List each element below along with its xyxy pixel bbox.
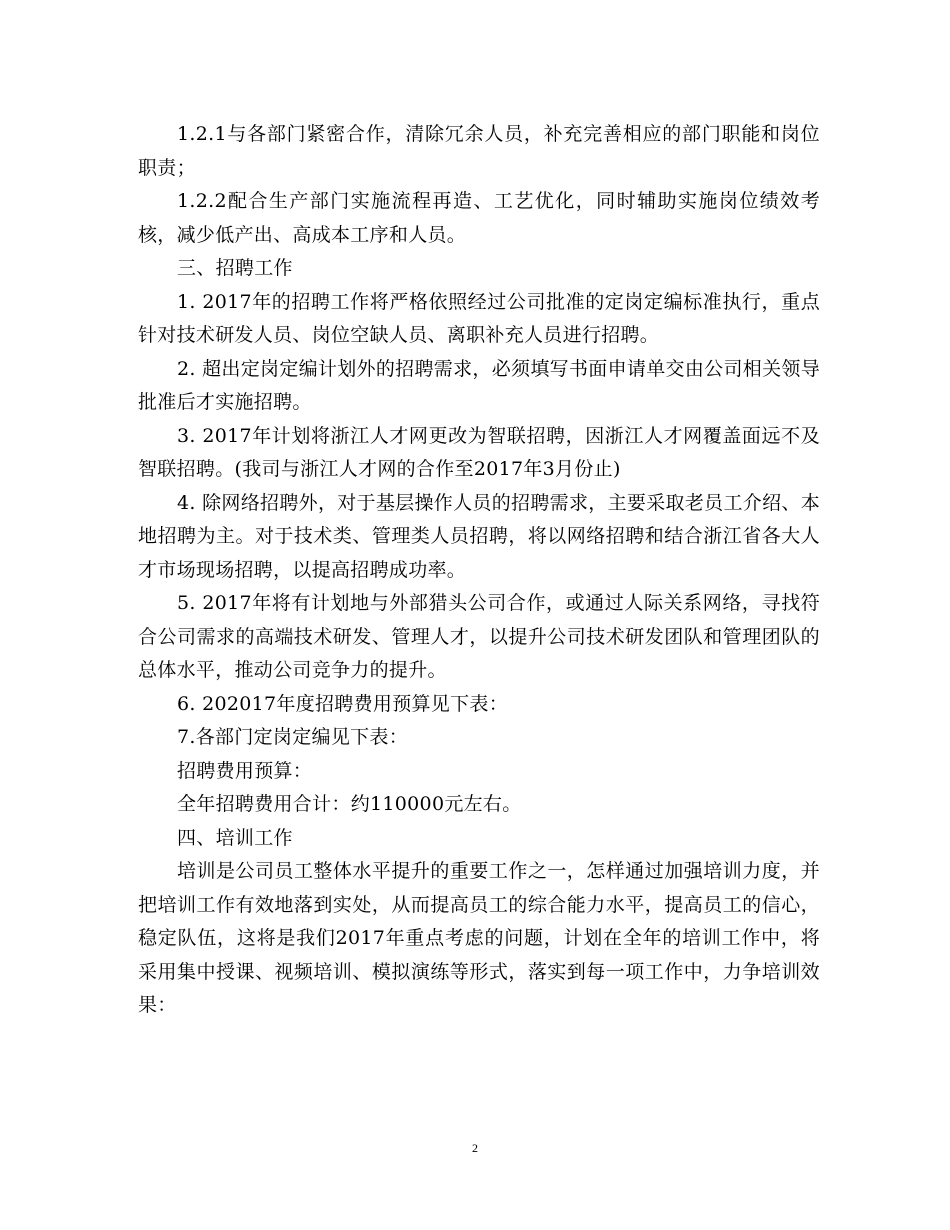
paragraph-training: 培训是公司员工整体水平提升的重要工作之一，怎样通过加强培训力度，并把培训工作有效地落到实处，从而提高员工的综合能力水平，提高员工的信心，稳定队伍，这将是我们2017年重点考虑的问题，计划在全年的培训工作中，将采用集中授课、视频培训、模拟演练等形式，落实到每一项工作中，力争培训效果：	[138, 860, 820, 1016]
section-heading-recruitment: 三、招聘工作	[177, 257, 293, 279]
paragraph-recruitment-5: 5. 2017年将有计划地与外部猎头公司合作，或通过人际关系网络，寻找符合公司需求的高端技术研发、管理人才，以提升公司技术研发团队和管理团队的总体水平，推动公司竞争力的提升。	[138, 592, 820, 681]
paragraph-recruitment-7: 7.各部门定岗定编见下表：	[177, 726, 409, 748]
paragraph-recruitment-1: 1. 2017年的招聘工作将严格依照经过公司批准的定岗定编标准执行，重点针对技术研发人员、岗位空缺人员、离职补充人员进行招聘。	[138, 290, 820, 346]
paragraph-1-2-2: 1.2.2配合生产部门实施流程再造、工艺优化，同时辅助实施岗位绩效考核，减少低产出、高成本工序和人员。	[138, 190, 820, 246]
paragraph-recruitment-4: 4. 除网络招聘外，对于基层操作人员的招聘需求，主要采取老员工介绍、本地招聘为主。对于技术类、管理类人员招聘，将以网络招聘和结合浙江省各大人才市场现场招聘，以提高招聘成功率。	[138, 491, 820, 581]
section-heading-training: 四、培训工作	[177, 826, 293, 849]
paragraph-recruitment-3: 3. 2017年计划将浙江人才网更改为智联招聘，因浙江人才网覆盖面远不及智联招聘。(我司与浙江人才网的合作至2017年3月份止)	[138, 424, 820, 480]
page-number: 2	[472, 1141, 478, 1155]
paragraph-1-2-1: 1.2.1与各部门紧密合作，清除冗余人员，补充完善相应的部门职能和岗位职责；	[138, 123, 820, 179]
recruitment-budget-total: 全年招聘费用合计：约110000元左右。	[177, 793, 522, 815]
recruitment-budget-label: 招聘费用预算：	[177, 759, 313, 782]
paragraph-recruitment-2: 2. 超出定岗定编计划外的招聘需求，必须填写书面申请单交由公司相关领导批准后才实施招聘。	[138, 357, 820, 413]
document-body	[138, 118, 820, 1023]
paragraph-recruitment-6: 6. 202017年度招聘费用预算见下表：	[177, 692, 508, 715]
